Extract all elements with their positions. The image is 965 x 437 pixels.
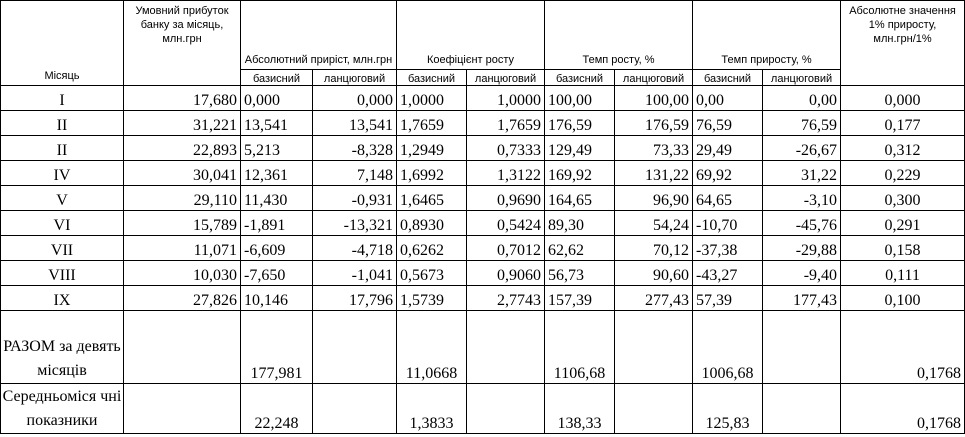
table-row xyxy=(1,136,965,161)
increase-rate-basic-cell: 69,92 xyxy=(693,161,763,186)
growth-rate-basic-cell: 176,59 xyxy=(545,111,615,136)
increase-rate-chain-cell: 177,43 xyxy=(763,286,841,311)
abs-growth-basic-cell: 5,213 xyxy=(241,136,313,161)
growth-coef-basic-cell: 1,6992 xyxy=(397,161,467,186)
header-increase-rate: Темп приросту, % xyxy=(693,1,841,70)
growth-coef-chain-cell: 0,5424 xyxy=(467,211,545,236)
increase-rate-chain-cell: -3,10 xyxy=(763,186,841,211)
abs-1pct-cell: 0,229 xyxy=(841,161,965,186)
subheader-basic: базисний xyxy=(397,70,467,86)
increase-rate-chain-cell: 0,00 xyxy=(763,86,841,111)
abs-1pct-cell: 0,111 xyxy=(841,261,965,286)
growth-coef-chain-cell: 0,9060 xyxy=(467,261,545,286)
header-month: Місяць xyxy=(1,1,124,86)
header-row xyxy=(1,1,965,70)
header-abs-growth: Абсолютний приріст, млн.грн xyxy=(241,1,397,70)
average-row xyxy=(1,384,965,434)
abs-growth-basic-cell: -1,891 xyxy=(241,211,313,236)
empty-cell xyxy=(313,311,397,384)
growth-rate-basic-cell: 129,49 xyxy=(545,136,615,161)
average-row-tb-cell: 138,33 xyxy=(545,384,615,434)
growth-rate-chain-cell: 176,59 xyxy=(615,111,693,136)
increase-rate-chain-cell: -45,76 xyxy=(763,211,841,236)
empty-cell xyxy=(615,311,693,384)
growth-coef-chain-cell: 2,7743 xyxy=(467,286,545,311)
abs-1pct-cell: 0,300 xyxy=(841,186,965,211)
subheader-basic: базисний xyxy=(241,70,313,86)
table-row xyxy=(1,236,965,261)
increase-rate-chain-cell: -29,88 xyxy=(763,236,841,261)
abs-1pct-cell: 0,100 xyxy=(841,286,965,311)
table-row xyxy=(1,261,965,286)
abs-growth-chain-cell: -13,321 xyxy=(313,211,397,236)
average-row-kb-cell: 1,3833 xyxy=(397,384,467,434)
profit-cell: 30,041 xyxy=(124,161,241,186)
growth-coef-chain-cell: 0,7012 xyxy=(467,236,545,261)
month-cell: IV xyxy=(1,161,124,186)
profit-cell: 27,826 xyxy=(124,286,241,311)
growth-coef-basic-cell: 0,8930 xyxy=(397,211,467,236)
average-row-label-cell: Середньоміся чні показники xyxy=(1,384,124,434)
empty-cell xyxy=(467,384,545,434)
table-row xyxy=(1,211,965,236)
growth-coef-basic-cell: 1,5739 xyxy=(397,286,467,311)
growth-coef-basic-cell: 1,2949 xyxy=(397,136,467,161)
abs-growth-chain-cell: 17,796 xyxy=(313,286,397,311)
average-row-ab-cell: 22,248 xyxy=(241,384,313,434)
abs-growth-chain-cell: -1,041 xyxy=(313,261,397,286)
table-row xyxy=(1,111,965,136)
subheader-basic: базисний xyxy=(693,70,763,86)
increase-rate-basic-cell: -43,27 xyxy=(693,261,763,286)
abs-growth-chain-cell: -8,328 xyxy=(313,136,397,161)
empty-cell xyxy=(763,384,841,434)
growth-coef-chain-cell: 0,7333 xyxy=(467,136,545,161)
abs-growth-chain-cell: -4,718 xyxy=(313,236,397,261)
growth-coef-basic-cell: 1,7659 xyxy=(397,111,467,136)
growth-coef-chain-cell: 1,0000 xyxy=(467,86,545,111)
month-cell: II xyxy=(1,136,124,161)
abs-growth-chain-cell: 7,148 xyxy=(313,161,397,186)
abs-growth-chain-cell: 13,541 xyxy=(313,111,397,136)
average-row-a1-cell: 0,1768 xyxy=(841,384,965,434)
growth-rate-basic-cell: 62,62 xyxy=(545,236,615,261)
empty-cell xyxy=(615,384,693,434)
abs-1pct-cell: 0,177 xyxy=(841,111,965,136)
growth-rate-basic-cell: 89,30 xyxy=(545,211,615,236)
growth-coef-basic-cell: 0,5673 xyxy=(397,261,467,286)
increase-rate-basic-cell: -37,38 xyxy=(693,236,763,261)
table-row xyxy=(1,286,965,311)
abs-growth-basic-cell: 12,361 xyxy=(241,161,313,186)
month-cell: IX xyxy=(1,286,124,311)
increase-rate-basic-cell: 29,49 xyxy=(693,136,763,161)
empty-cell xyxy=(467,311,545,384)
growth-coef-basic-cell: 1,0000 xyxy=(397,86,467,111)
total-row xyxy=(1,311,965,384)
increase-rate-basic-cell: -10,70 xyxy=(693,211,763,236)
total-row-ab-cell: 177,981 xyxy=(241,311,313,384)
total-row-pb-cell: 1006,68 xyxy=(693,311,763,384)
month-cell: V xyxy=(1,186,124,211)
growth-rate-chain-cell: 96,90 xyxy=(615,186,693,211)
growth-rate-basic-cell: 164,65 xyxy=(545,186,615,211)
header-profit: Умовний прибуток банку за місяць, млн.грн xyxy=(124,1,241,86)
increase-rate-chain-cell: 76,59 xyxy=(763,111,841,136)
average-row-pb-cell: 125,83 xyxy=(693,384,763,434)
abs-growth-basic-cell: 11,430 xyxy=(241,186,313,211)
total-row-label-cell: РАЗОМ за девять місяців xyxy=(1,311,124,384)
abs-growth-basic-cell: 13,541 xyxy=(241,111,313,136)
month-cell: I xyxy=(1,86,124,111)
subheader-chain: ланцюговий xyxy=(615,70,693,86)
increase-rate-chain-cell: -9,40 xyxy=(763,261,841,286)
profit-cell: 31,221 xyxy=(124,111,241,136)
increase-rate-basic-cell: 57,39 xyxy=(693,286,763,311)
increase-rate-basic-cell: 76,59 xyxy=(693,111,763,136)
header-growth-coef: Коефіцієнт росту xyxy=(397,1,545,70)
profit-cell: 17,680 xyxy=(124,86,241,111)
table-row xyxy=(1,86,965,111)
increase-rate-basic-cell: 64,65 xyxy=(693,186,763,211)
abs-1pct-cell: 0,291 xyxy=(841,211,965,236)
empty-cell xyxy=(124,311,241,384)
subheader-chain: ланцюговий xyxy=(467,70,545,86)
growth-coef-chain-cell: 1,3122 xyxy=(467,161,545,186)
profit-cell: 29,110 xyxy=(124,186,241,211)
profit-cell: 15,789 xyxy=(124,211,241,236)
month-cell: VI xyxy=(1,211,124,236)
growth-coef-basic-cell: 0,6262 xyxy=(397,236,467,261)
abs-growth-basic-cell: -7,650 xyxy=(241,261,313,286)
growth-rate-basic-cell: 100,00 xyxy=(545,86,615,111)
growth-rate-basic-cell: 56,73 xyxy=(545,261,615,286)
subheader-chain: ланцюговий xyxy=(763,70,841,86)
profit-cell: 10,030 xyxy=(124,261,241,286)
subheader-basic: базисний xyxy=(545,70,615,86)
increase-rate-chain-cell: -26,67 xyxy=(763,136,841,161)
growth-coef-basic-cell: 1,6465 xyxy=(397,186,467,211)
growth-rate-chain-cell: 70,12 xyxy=(615,236,693,261)
empty-cell xyxy=(313,384,397,434)
growth-rate-basic-cell: 157,39 xyxy=(545,286,615,311)
month-cell: VIII xyxy=(1,261,124,286)
total-row-tb-cell: 1106,68 xyxy=(545,311,615,384)
abs-1pct-cell: 0,158 xyxy=(841,236,965,261)
increase-rate-basic-cell: 0,00 xyxy=(693,86,763,111)
table-row xyxy=(1,186,965,211)
growth-rate-chain-cell: 54,24 xyxy=(615,211,693,236)
growth-coef-chain-cell: 1,7659 xyxy=(467,111,545,136)
subheader-chain: ланцюговий xyxy=(313,70,397,86)
abs-growth-chain-cell: -0,931 xyxy=(313,186,397,211)
empty-cell xyxy=(124,384,241,434)
growth-rate-chain-cell: 277,43 xyxy=(615,286,693,311)
growth-rate-chain-cell: 90,60 xyxy=(615,261,693,286)
growth-rate-chain-cell: 73,33 xyxy=(615,136,693,161)
header-abs-1pct: Абсолютне значення 1% приросту, млн.грн/1% xyxy=(841,1,965,86)
table-row xyxy=(1,161,965,186)
growth-rate-chain-cell: 100,00 xyxy=(615,86,693,111)
increase-rate-chain-cell: 31,22 xyxy=(763,161,841,186)
growth-rate-basic-cell: 169,92 xyxy=(545,161,615,186)
abs-growth-basic-cell: -6,609 xyxy=(241,236,313,261)
profit-cell: 11,071 xyxy=(124,236,241,261)
growth-coef-chain-cell: 0,9690 xyxy=(467,186,545,211)
growth-rate-chain-cell: 131,22 xyxy=(615,161,693,186)
abs-1pct-cell: 0,312 xyxy=(841,136,965,161)
abs-growth-basic-cell: 10,146 xyxy=(241,286,313,311)
month-cell: VII xyxy=(1,236,124,261)
abs-growth-chain-cell: 0,000 xyxy=(313,86,397,111)
empty-cell xyxy=(763,311,841,384)
abs-growth-basic-cell: 0,000 xyxy=(241,86,313,111)
total-row-kb-cell: 11,0668 xyxy=(397,311,467,384)
header-growth-rate: Темп росту, % xyxy=(545,1,693,70)
total-row-a1-cell: 0,1768 xyxy=(841,311,965,384)
month-cell: II xyxy=(1,111,124,136)
profit-cell: 22,893 xyxy=(124,136,241,161)
abs-1pct-cell: 0,000 xyxy=(841,86,965,111)
